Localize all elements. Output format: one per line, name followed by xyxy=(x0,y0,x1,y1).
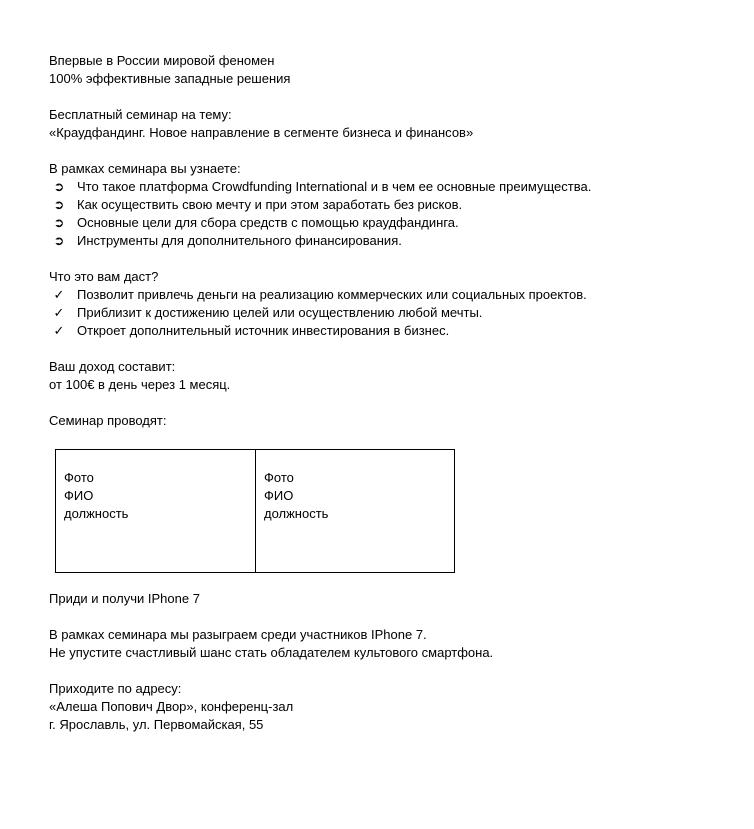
intro-line-2: 100% эффективные западные решения xyxy=(49,71,291,86)
document-footer xyxy=(49,590,729,734)
address-venue: «Алеша Попович Двор», конференц-зал xyxy=(49,699,294,714)
learn-item: ➲ Основные цели для сбора средств с помощью краудфандинга. xyxy=(49,214,729,232)
learn-item: ➲ Инструменты для дополнительного финансирования. xyxy=(49,232,729,250)
prize-headline: Приди и получи IPhone 7 xyxy=(49,591,200,606)
arrow-bullet-icon: ➲ xyxy=(53,179,65,194)
speaker-name: ФИО xyxy=(64,488,94,503)
income-value: от 100€ в день через 1 месяц. xyxy=(49,377,231,392)
learn-item: ➲ Что такое платформа Crowdfunding International и в чем ее основные преимущества. xyxy=(49,178,729,196)
speaker-photo: Фото xyxy=(264,470,294,485)
checkmark-icon: ✓ xyxy=(53,323,65,338)
benefit-item: ✓ Позволит привлечь деньги на реализацию коммерческих или социальных проектов. xyxy=(49,286,729,304)
checkmark-icon: ✓ xyxy=(53,305,65,320)
document-body xyxy=(49,52,729,430)
checkmark-icon: ✓ xyxy=(53,287,65,302)
arrow-bullet-icon: ➲ xyxy=(53,215,65,230)
arrow-bullet-icon: ➲ xyxy=(53,197,65,212)
speaker-cell xyxy=(56,450,255,572)
learn-heading: В рамках семинара вы узнаете: xyxy=(49,161,241,176)
intro-line-1: Впервые в России мировой феномен xyxy=(49,53,275,68)
address-heading: Приходите по адресу: xyxy=(49,681,182,696)
learn-item: ➲ Как осуществить свою мечту и при этом заработать без рисков. xyxy=(49,196,729,214)
arrow-bullet-icon: ➲ xyxy=(53,233,65,248)
seminar-label: Бесплатный семинар на тему: xyxy=(49,107,232,122)
seminar-topic: «Краудфандинг. Новое направление в сегменте бизнеса и финансов» xyxy=(49,125,474,140)
income-heading: Ваш доход составит: xyxy=(49,359,176,374)
speaker-position: должность xyxy=(64,506,129,521)
benefit-item: ✓ Откроет дополнительный источник инвестирования в бизнес. xyxy=(49,322,729,340)
speaker-cell xyxy=(255,450,454,572)
speakers-table xyxy=(55,449,455,573)
benefits-heading: Что это вам даст? xyxy=(49,269,159,284)
speaker-position: должность xyxy=(264,506,329,521)
speaker-name: ФИО xyxy=(264,488,294,503)
speaker-photo: Фото xyxy=(64,470,94,485)
address-street: г. Ярославль, ул. Первомайская, 55 xyxy=(49,717,264,732)
prize-line-2: Не упустите счастливый шанс стать обладателем культового смартфона. xyxy=(49,645,494,660)
speakers-heading: Семинар проводят: xyxy=(49,413,167,428)
benefit-item: ✓ Приблизит к достижению целей или осуществлению любой мечты. xyxy=(49,304,729,322)
prize-line-1: В рамках семинара мы разыграем среди участников IPhone 7. xyxy=(49,627,427,642)
